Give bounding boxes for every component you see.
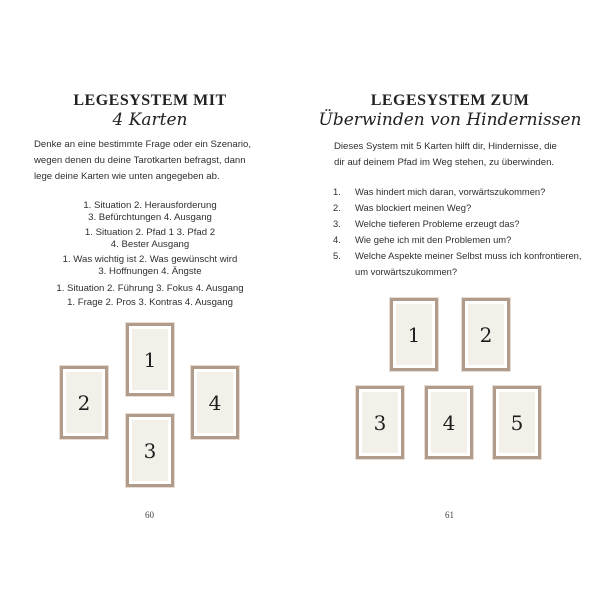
card-number: 1 [407,322,421,347]
layout-line: 1. Frage 2. Pros 3. Kontras 4. Ausgang [67,297,233,308]
right-intro: Dieses System mit 5 Karten hilft dir, Hindernisse, die dir auf deinem Pfad im Weg stehen, zu überwinden. [334,141,557,168]
tarot-card-5 [493,386,541,459]
left-intro: Denke an eine bestimmte Frage oder ein Szenario, wegen denen du deine Tarotkarten befragst, dann lege deine Karten wie unten angegeben ab. [34,139,252,182]
tarot-card-4 [191,366,239,439]
layout-line: 3. Hoffnungen 4. Ängste [98,266,202,277]
question-number: 4. [333,234,341,245]
tarot-card-3 [126,414,174,487]
question-number: 3. [333,218,341,229]
question-number: 2. [333,202,341,213]
right-page [300,0,600,600]
card-number: 4 [208,390,222,415]
question-item [333,216,583,232]
tarot-card-2 [462,298,510,371]
question-text: Welche Aspekte meiner Selbst muss ich konfrontieren, um vorwärtszukommen? [355,250,582,277]
layout-line: 1. Situation 2. Pfad 1 3. Pfad 2 [84,227,216,238]
left-title: LEGESYSTEM MIT [73,92,227,109]
page-number: 60 [145,510,154,520]
question-list [333,184,583,280]
question-number: 1. [333,186,341,197]
question-item [333,248,583,280]
right-subtitle: Überwinden von Hindernissen [318,110,582,130]
card-number: 3 [373,410,387,435]
card-number: 5 [510,410,524,435]
question-item [333,200,583,216]
tarot-card-2 [60,366,108,439]
question-item [333,232,583,248]
question-item [333,184,583,200]
layout-line: 3. Befürchtungen 4. Ausgang [88,212,212,223]
tarot-card-1 [390,298,438,371]
left-subtitle: 4 Karten [112,110,188,130]
layout-line: 1. Was wichtig ist 2. Was gewünscht wird [62,254,238,265]
layout-line: 4. Bester Ausgang [110,239,190,250]
card-number: 1 [143,347,157,372]
layout-line: 1. Situation 2. Herausforderung [83,200,217,211]
tarot-card-1 [126,323,174,396]
card-number: 2 [77,390,91,415]
tarot-card-3 [356,386,404,459]
question-text: Was hindert mich daran, vorwärtszukommen? [355,186,546,197]
page-number: 61 [445,510,454,520]
right-title: LEGESYSTEM ZUM [370,92,530,109]
question-number: 5. [333,250,341,261]
tarot-card-4 [425,386,473,459]
card-number: 3 [143,438,157,463]
card-number: 2 [479,322,493,347]
question-text: Was blockiert meinen Weg? [355,202,472,213]
question-text: Welche tieferen Probleme erzeugt das? [355,218,520,229]
card-number: 4 [442,410,456,435]
layout-line: 1. Situation 2. Führung 3. Fokus 4. Ausgang [56,283,244,294]
question-text: Wie gehe ich mit den Problemen um? [355,234,512,245]
